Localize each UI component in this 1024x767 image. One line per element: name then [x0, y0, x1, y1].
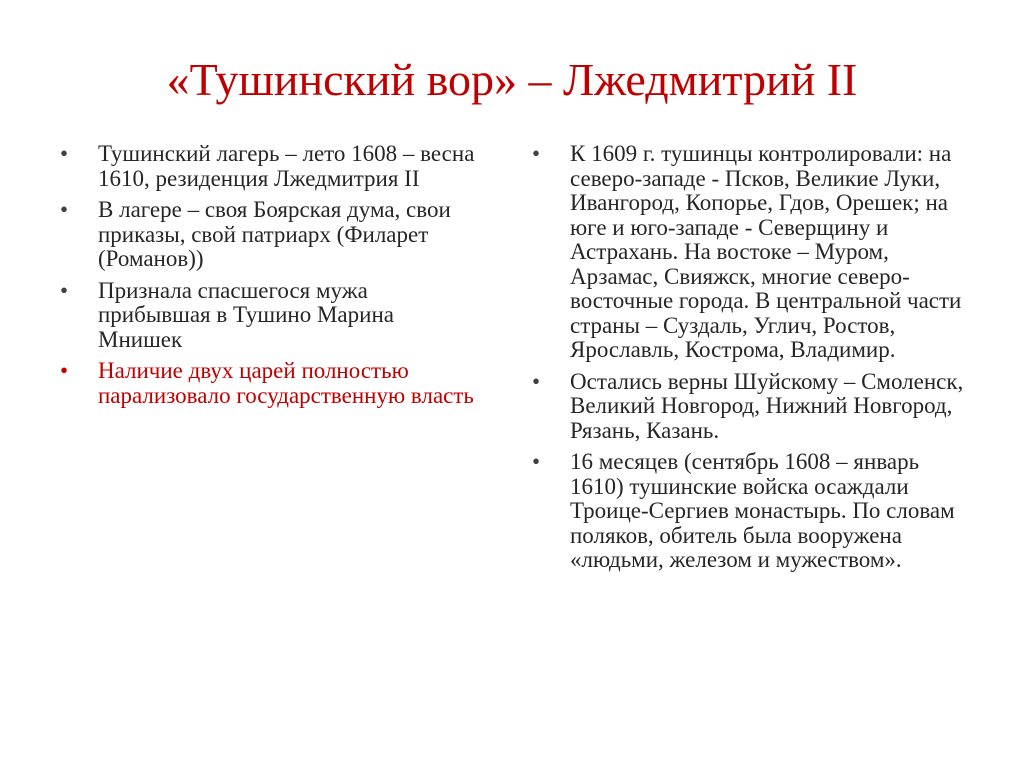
- list-item-text: Признала спасшегося мужа прибывшая в Тушино Марина Мнишек: [98, 277, 394, 352]
- list-item-text: 16 месяцев (сентябрь 1608 – январь 1610) тушинские войска осаждали Троице-Сергиев монастырь. По словам поляков, обитель была вооружена «людьми, железом и мужеством».: [570, 449, 955, 572]
- list-item-text: В лагере – своя Боярская дума, свои приказы, свой патриарх (Филарет (Романов)): [98, 197, 451, 271]
- bullet-icon: •: [532, 449, 541, 474]
- left-bullet-list: [60, 142, 480, 415]
- list-item: [60, 142, 480, 191]
- bullet-icon: •: [532, 141, 541, 166]
- list-item-text: Наличие двух царей полностью парализовало государственную власть: [98, 358, 474, 408]
- list-item: [60, 198, 480, 272]
- list-item: [532, 370, 972, 444]
- list-item-text: К 1609 г. тушинцы контролировали: на северо-западе - Псков, Великие Луки, Ивангород, Копорье, Гдов, Орешек; на юге и юго-западе - Северщину и Астрахань. На востоке – Муром, Арзамас, Свияжск, многие северо-восточные города. В центральной части страны – Суздаль, Углич, Ростов, Ярославль, Кострома, Владимир.: [570, 141, 962, 362]
- right-bullet-list: [532, 142, 972, 580]
- bullet-icon: •: [60, 197, 69, 222]
- slide-title: «Тушинский вор» – Лжедмитрий II: [166, 54, 858, 105]
- list-item-text: Остались верны Шуйскому – Смоленск, Великий Новгород, Нижний Новгород, Рязань, Казань.: [570, 368, 964, 443]
- bullet-icon: •: [60, 141, 69, 166]
- list-item: [532, 142, 972, 363]
- bullet-icon: •: [532, 368, 541, 394]
- list-item: [60, 279, 480, 353]
- list-item-highlighted: [60, 359, 480, 408]
- bullet-icon: •: [60, 358, 69, 383]
- list-item: [532, 450, 972, 573]
- bullet-icon: •: [60, 277, 69, 303]
- list-item-text: Тушинский лагерь – лето 1608 – весна 1610, резиденция Лжедмитрия II: [98, 141, 475, 191]
